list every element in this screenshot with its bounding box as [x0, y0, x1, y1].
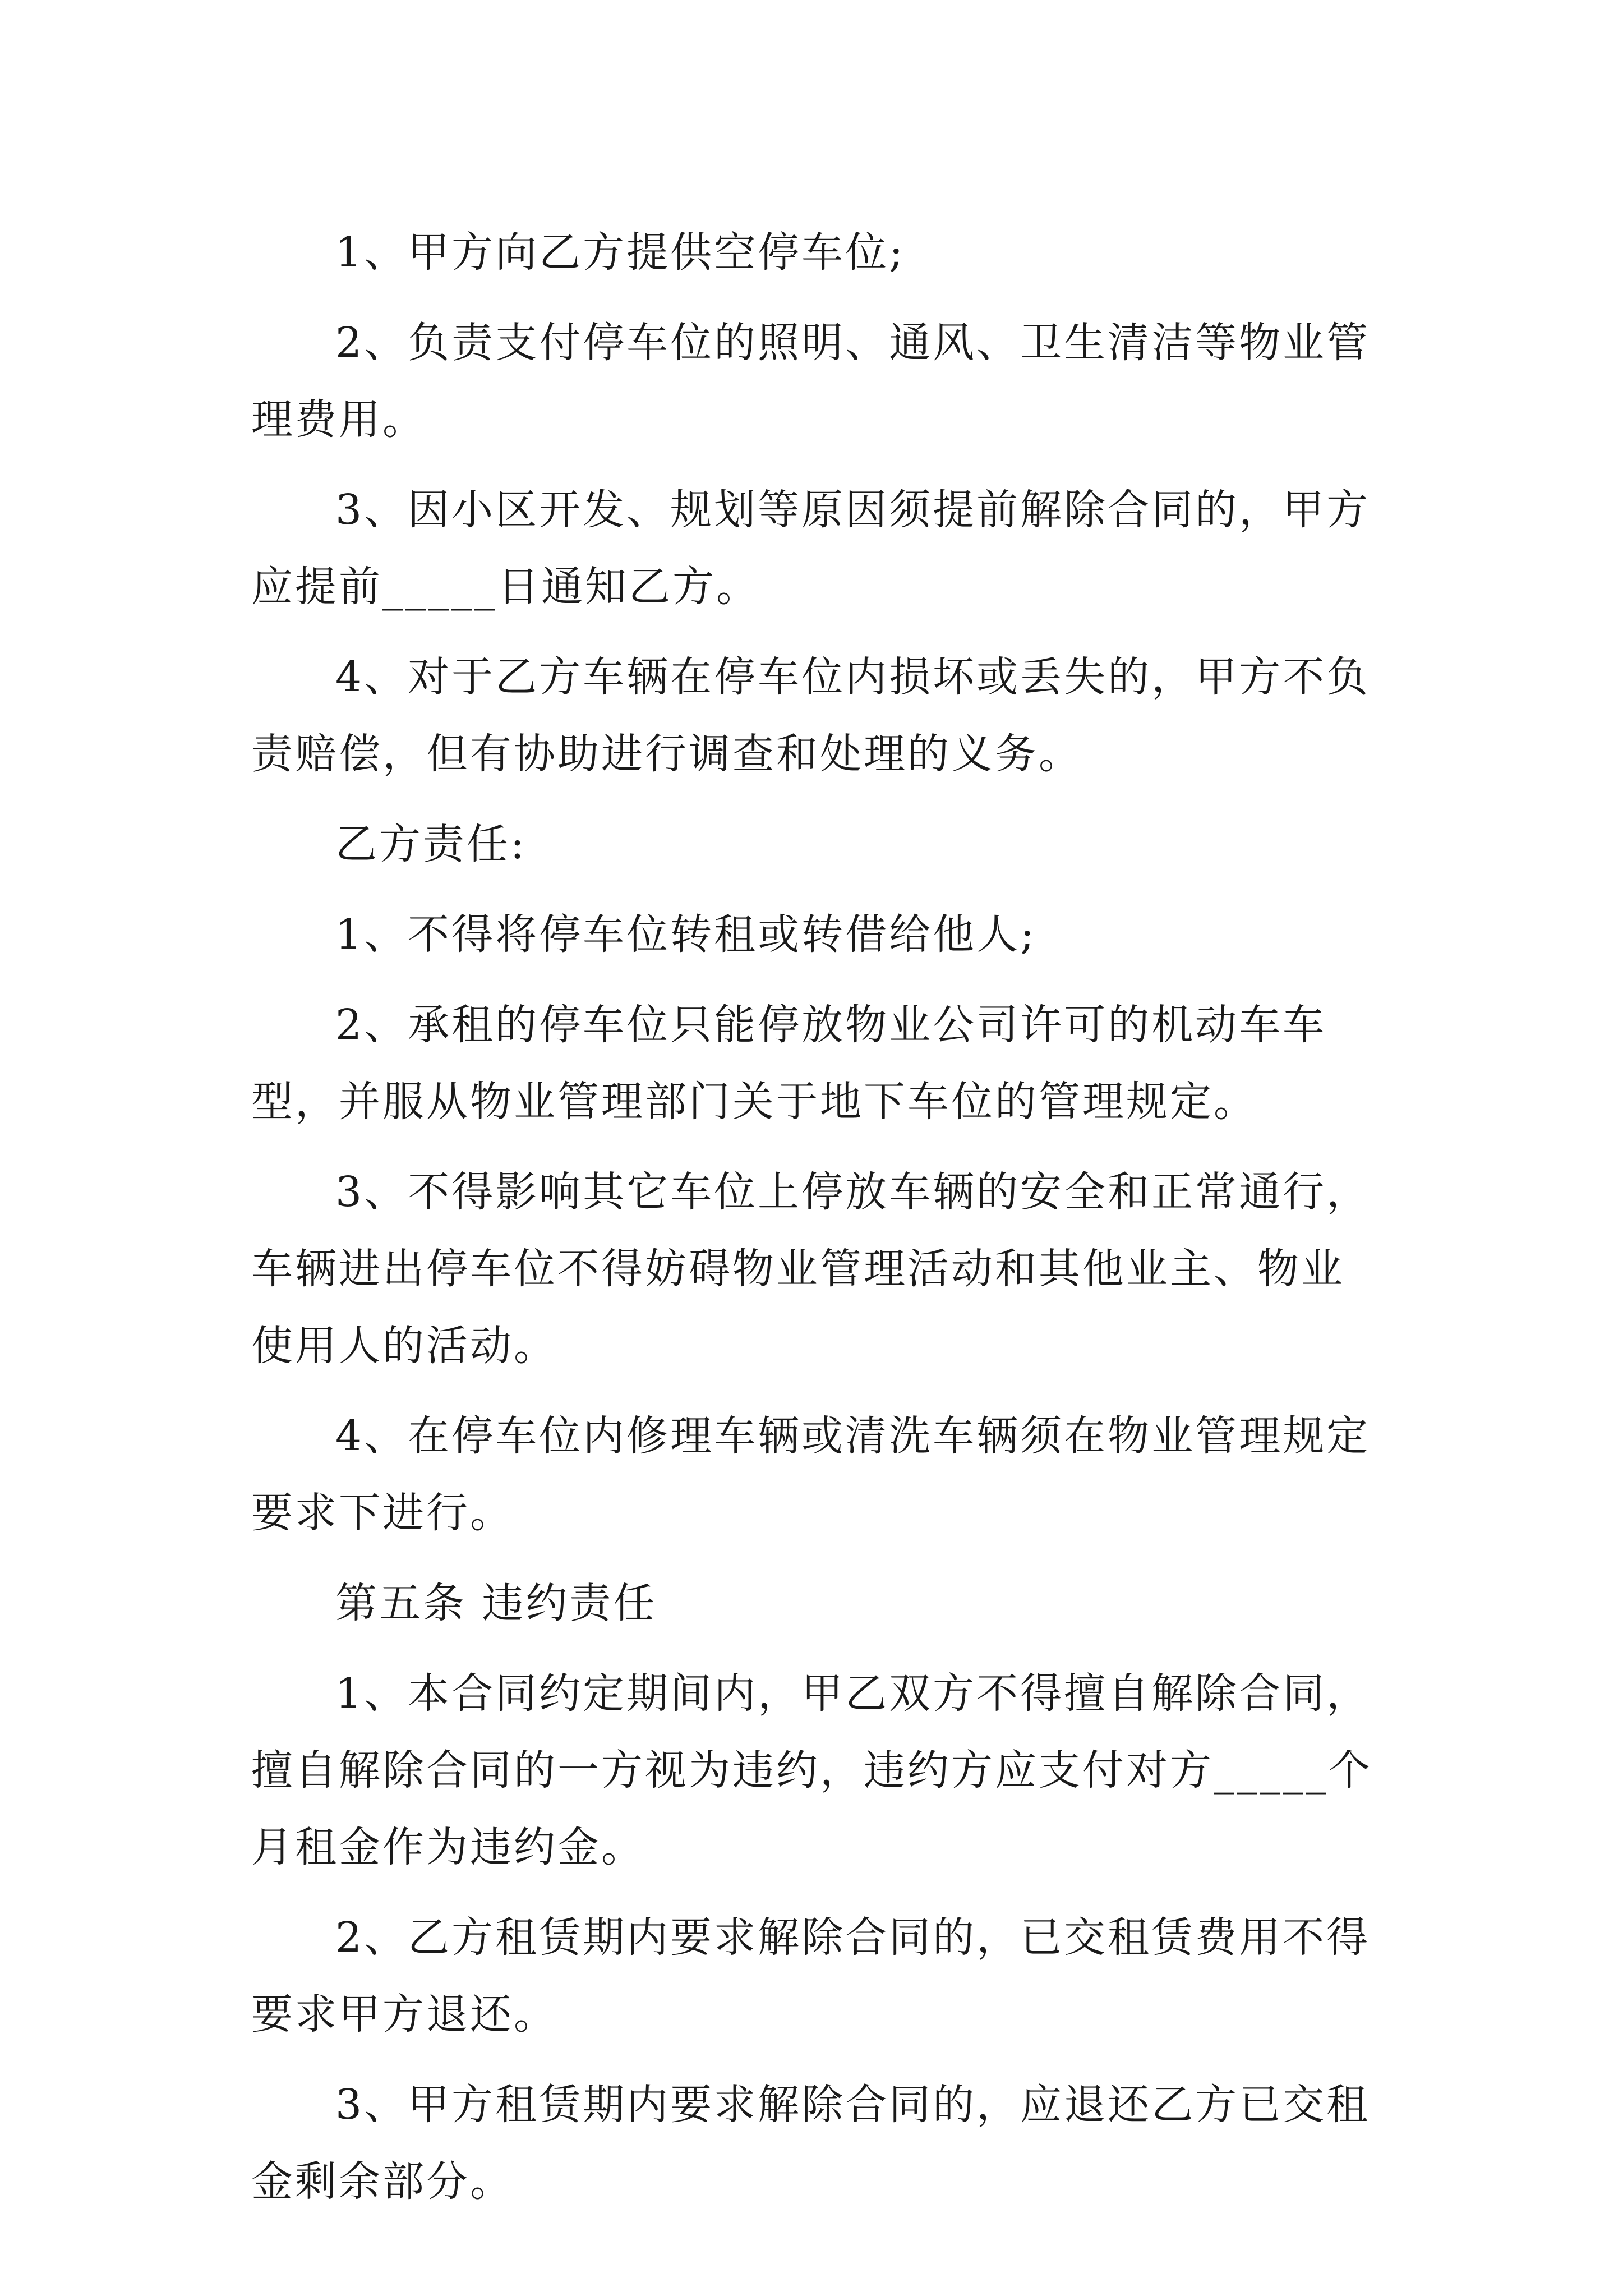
- clause-party-a-3: 3、因小区开发、规划等原因须提前解除合同的，甲方应提前_____日通知乙方。: [251, 486, 1371, 611]
- clause-party-b-1: 1、不得将停车位转租或转借给他人;: [335, 910, 1037, 959]
- section-heading-article-5: 第五条 违约责任: [335, 1579, 657, 1627]
- clause-breach-2: 2、乙方租赁期内要求解除合同的，已交租赁费用不得要求甲方退还。: [251, 1913, 1371, 2039]
- clause-party-b-3: 3、不得影响其它车位上停放车辆的安全和正常通行，车辆进出停车位不得妨碍物业管理活动和其他业主、物业使用人的活动。: [251, 1168, 1371, 1370]
- document-body: [251, 214, 1373, 2234]
- clause-party-a-1: 1、甲方向乙方提供空停车位;: [335, 228, 906, 277]
- section-heading-party-b: 乙方责任:: [335, 820, 527, 868]
- clause-party-a-2: 2、负责支付停车位的照明、通风、卫生清洁等物业管理费用。: [251, 319, 1371, 444]
- clause-breach-1: 1、本合同约定期间内，甲乙双方不得擅自解除合同，擅自解除合同的一方视为违约，违约方应支付对方_____个月租金作为违约金。: [251, 1669, 1372, 1871]
- clause-party-b-2: 2、承租的停车位只能停放物业公司许可的机动车车型，并服从物业管理部门关于地下车位的管理规定。: [251, 1001, 1327, 1126]
- clause-party-b-4: 4、在停车位内修理车辆或清洗车辆须在物业管理规定要求下进行。: [251, 1412, 1371, 1537]
- clause-party-a-4: 4、对于乙方车辆在停车位内损坏或丢失的，甲方不负责赔偿，但有协助进行调查和处理的义务。: [251, 653, 1371, 778]
- clause-breach-3: 3、甲方租赁期内要求解除合同的，应退还乙方已交租金剩余部分。: [251, 2081, 1371, 2206]
